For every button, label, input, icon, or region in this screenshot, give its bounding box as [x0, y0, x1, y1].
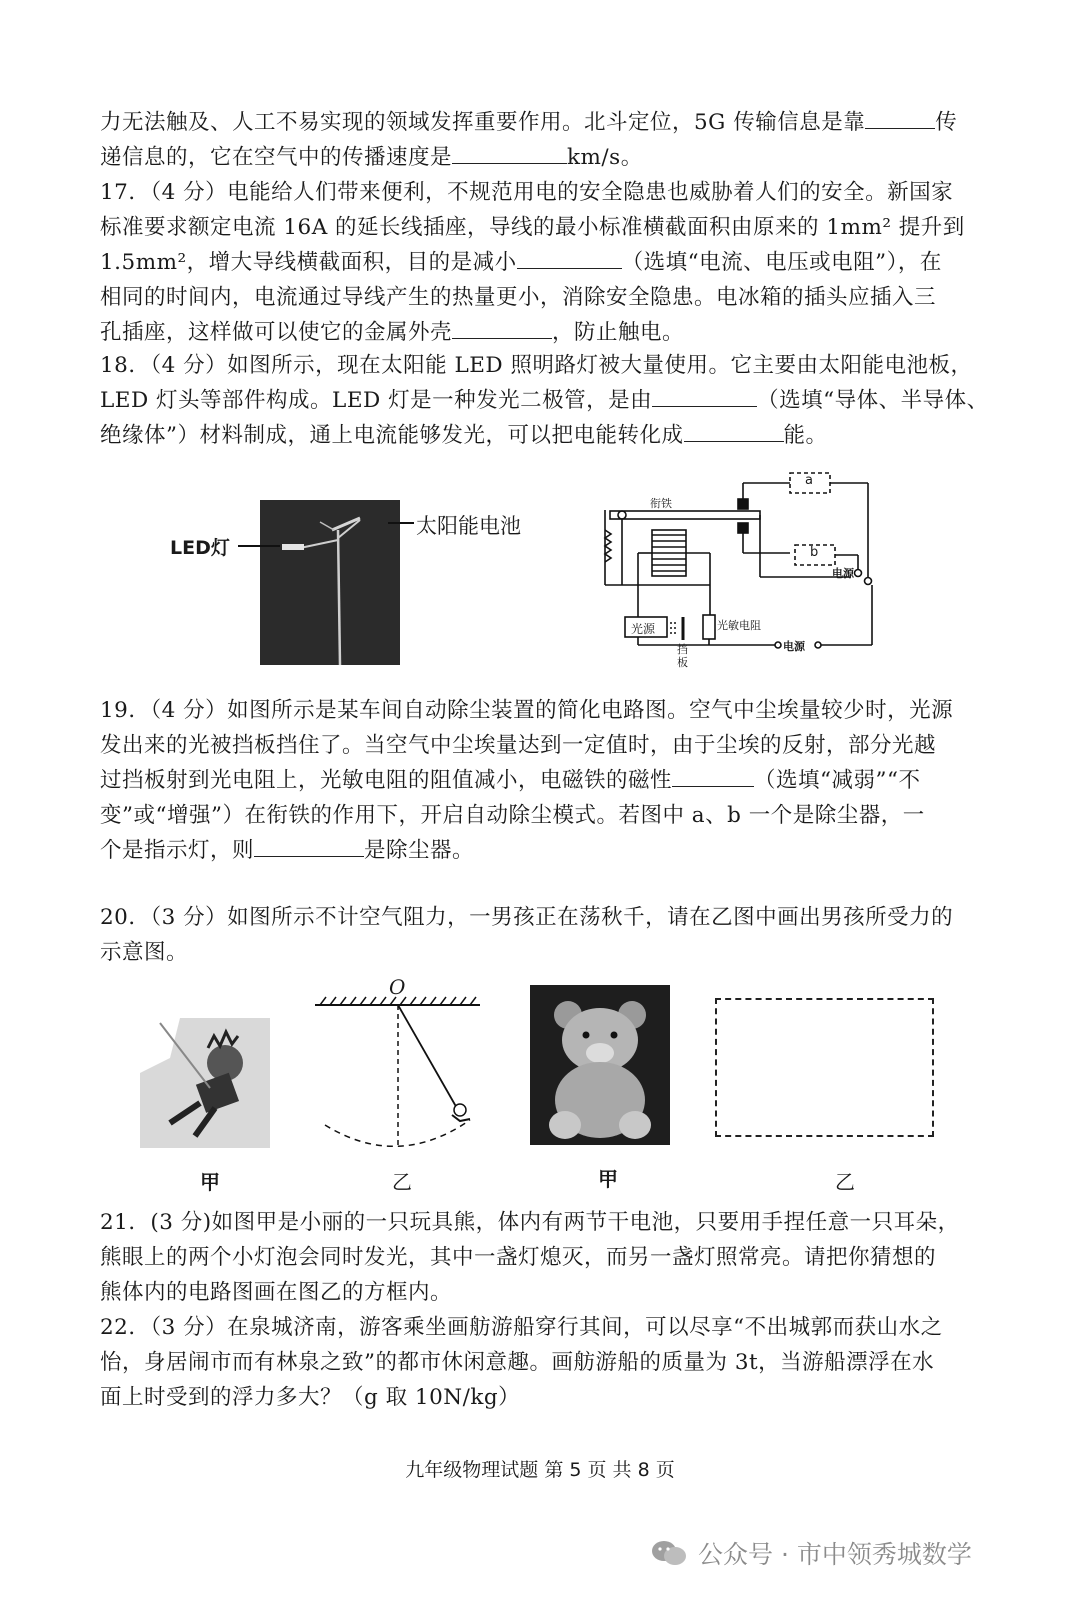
q18-text: 18．（4 分）如图所示，现在太阳能 LED 照明路灯被大量使用。它主要由太阳能电池板， LED 灯头等部件构成。LED 灯是一种发光二极管，是由 （选填“导体、半导体、 绝缘体”）材料制成，通上电流能够发光，可以把电能转化成 能。 [100, 353, 989, 448]
q16-text: 力无法触及、人工不易实现的领域发挥重要作用。北斗定位，5G 传输信息是靠 传 递信息的，它在空气中的传播速度是 km/s。 [100, 105, 990, 175]
fig20-yi-caption: 乙 [392, 1170, 412, 1194]
fig19-circuit [600, 465, 890, 680]
baffle-label: 挡板 [677, 643, 688, 669]
street-light-photo [260, 500, 400, 665]
box-b-label: b [810, 545, 819, 560]
fig20-jia-caption: 甲 [200, 1170, 220, 1194]
q16-blank-2[interactable] [452, 141, 567, 164]
fig21-jia-caption: 甲 [598, 1167, 618, 1191]
led-label: LED灯 [170, 537, 230, 559]
box-a-label: a [805, 473, 813, 488]
fig21-yi-caption: 乙 [835, 1170, 855, 1194]
q19-blank-2[interactable] [254, 834, 364, 857]
street-light-icon [260, 500, 400, 665]
watermark-text: 公众号 · 市中领秀城数学 [698, 1540, 972, 1569]
q19-text: 19．（4 分）如图所示是某车间自动除尘装置的简化电路图。空气中尘埃量较少时，光源 发出来的光被挡板挡住了。当空气中尘埃量达到一定值时，由于尘埃的反射，部分光越 过挡板射到光电阻上，光敏电阻的阻值减小，电磁铁的磁性 （选填“减弱”“不 变”或“增强”）在衔铁的作用下，开启自动除尘模式。若图中 a、b 一个是除尘器，一 个是指示灯，则 是除尘器。 [100, 698, 954, 863]
fig20-yi-diagram [310, 975, 490, 1155]
solar-label: 太阳能电池 [416, 514, 521, 538]
q22-text: 22．（3 分）在泉城济南，游客乘坐画舫游船穿行其间，可以尽享“不出城郭而获山水之 怡，身居闹市而有林泉之致”的都市休闲意趣。画舫游船的质量为 3t，当游船漂浮在水 面上时受到的浮力多大？（g 取 10N/kg） [100, 1315, 943, 1410]
q19-blank-1[interactable] [672, 764, 754, 787]
q16-blank-1[interactable] [865, 106, 935, 129]
pendulum-diagram [310, 975, 490, 1155]
led-pointer [238, 545, 280, 547]
page-footer: 九年级物理试题 第 5 页 共 8 页 [405, 1459, 675, 1481]
q18-blank-1[interactable] [652, 384, 757, 407]
light-source-label: 光源 [631, 622, 656, 636]
fig20-jia-photo [140, 1018, 270, 1148]
photoresistor-label: 光敏电阻 [717, 619, 761, 632]
pivot-label: O [389, 975, 406, 999]
q21-text: 21．(3 分)如图甲是小丽的一只玩具熊，体内有两节干电池，只要用手捏任意一只耳朵， 熊眼上的两个小灯泡会同时发光，其中一盏灯熄灭，而另一盏灯照常亮。请把你猜想的 熊体内的电路图画在图乙的方框内。 [100, 1210, 960, 1305]
fig21-jia-photo [530, 985, 670, 1145]
power1-label: 电源 [832, 567, 854, 580]
q18-blank-2[interactable] [684, 419, 784, 442]
q17-blank-2[interactable] [452, 316, 552, 339]
fig21-answer-box[interactable] [715, 998, 934, 1137]
q20-text: 20．（3 分）如图所示不计空气阻力，一男孩正在荡秋千，请在乙图中画出男孩所受力的 示意图。 [100, 905, 954, 965]
wechat-icon [650, 1539, 688, 1567]
fig18-street-light [170, 495, 540, 670]
swing-boy-icon [140, 1018, 270, 1148]
teddy-bear-icon [530, 985, 670, 1145]
q17-blank-1[interactable] [517, 246, 622, 269]
power2-label: 电源 [783, 640, 805, 653]
armature-label: 衔铁 [650, 497, 672, 510]
watermark [650, 1535, 972, 1571]
solar-pointer [388, 522, 414, 524]
q17-text: 17．（4 分）电能给人们带来便利，不规范用电的安全隐患也威胁着人们的安全。新国家 标准要求额定电流 16A 的延长线插座，导线的最小标准横截面积由原来的 1mm² 提升到 1.5mm²，增大导线横截面积，目的是减小 （选填“电流、电压或电阻”），在 相同的时间内，电流通过导线产生的热量更小，消除安全隐患。电冰箱的插头应插入三 孔插座，这样做可以使它的金属外壳 ，防止触电。 [100, 180, 965, 345]
